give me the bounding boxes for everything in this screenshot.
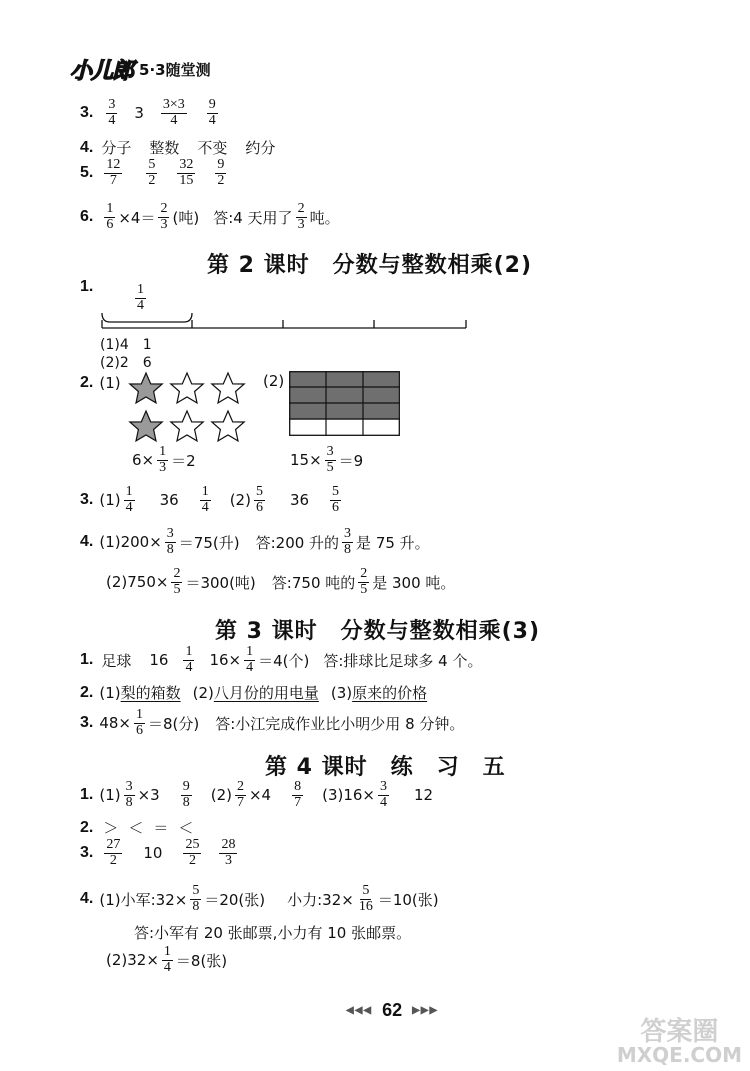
series-name: 5·3随堂测 bbox=[139, 60, 211, 79]
denominator: 8 bbox=[192, 898, 200, 914]
expression: ×3 bbox=[137, 786, 160, 805]
fraction bbox=[146, 158, 157, 188]
fraction bbox=[181, 780, 192, 810]
fraction bbox=[158, 202, 169, 232]
denominator: 4 bbox=[185, 659, 193, 675]
item-number: 6. bbox=[80, 208, 94, 226]
numerator: 3 bbox=[326, 444, 334, 459]
grid-diagram bbox=[289, 371, 400, 436]
denominator: 3 bbox=[160, 216, 168, 232]
expression: (1)小军:32× bbox=[99, 890, 188, 909]
value: 36 bbox=[159, 491, 179, 510]
expression: ＝75(升) bbox=[178, 533, 240, 552]
numerator: 1 bbox=[246, 644, 254, 659]
fraction bbox=[200, 485, 211, 515]
fraction bbox=[244, 645, 255, 675]
numerator: 32 bbox=[179, 157, 194, 172]
answer-row-2-2 bbox=[80, 374, 121, 392]
answer-row-4-4-answer: 答:小军有 20 张邮票,小力有 10 张邮票。 bbox=[134, 924, 412, 942]
answer-text: 答:小江完成作业比小明少用 8 分钟。 bbox=[215, 714, 465, 733]
numerator: 3 bbox=[380, 779, 387, 794]
number-line-answer-1: (1)4 1 bbox=[100, 337, 152, 353]
value: 16 bbox=[149, 651, 169, 670]
answer-row-2-3 bbox=[80, 485, 344, 515]
answer-row-6 bbox=[80, 202, 340, 232]
right-arrows-icon: ▶▶▶ bbox=[412, 1005, 439, 1016]
numerator: 1 bbox=[137, 282, 144, 297]
item-number: 4. bbox=[80, 138, 94, 156]
left-arrows-icon: ◀◀◀ bbox=[346, 1005, 373, 1016]
fraction bbox=[124, 485, 135, 515]
header-logo bbox=[70, 54, 211, 84]
answer-row-4-2 bbox=[80, 817, 193, 838]
item-number: 3. bbox=[80, 714, 94, 732]
denominator: 4 bbox=[163, 959, 171, 975]
answer-row-2-4b bbox=[106, 567, 455, 597]
numerator: 8 bbox=[294, 779, 302, 794]
value: 36 bbox=[289, 491, 310, 510]
numerator: 3 bbox=[344, 526, 352, 541]
numerator: 9 bbox=[182, 779, 190, 794]
denominator: 6 bbox=[106, 216, 114, 232]
numerator: 2 bbox=[160, 201, 168, 216]
answer-word: 整数 bbox=[149, 139, 180, 157]
item-number: 5. bbox=[80, 164, 94, 182]
denominator: 16 bbox=[358, 898, 373, 914]
answer-text: 答:排球比足球多 4 个。 bbox=[323, 651, 483, 670]
answer-row-3 bbox=[80, 98, 221, 128]
expression: 小力:32× bbox=[287, 890, 354, 909]
brand-name: 小儿郎 bbox=[70, 58, 134, 84]
item-number: 1. bbox=[80, 278, 94, 295]
fraction bbox=[104, 838, 122, 868]
expression: ＝300(吨) bbox=[185, 573, 256, 592]
denominator: 8 bbox=[166, 541, 174, 557]
item-number: 4. bbox=[80, 533, 94, 551]
shaded-region bbox=[290, 372, 399, 420]
section-title-lesson-3: 第 3 课时 分数与整数相乘(3) bbox=[215, 619, 541, 644]
numerator: 3 bbox=[166, 526, 174, 541]
expression: ×4 bbox=[248, 786, 272, 805]
denominator: 2 bbox=[188, 852, 196, 868]
denominator: 2 bbox=[109, 852, 117, 868]
page-number: 62 bbox=[382, 1000, 403, 1020]
shaded-star-icon bbox=[130, 373, 162, 403]
fraction bbox=[325, 445, 336, 475]
answer-word: 不变 bbox=[197, 139, 228, 157]
fraction bbox=[219, 838, 237, 868]
numerator: 5 bbox=[362, 883, 370, 898]
numerator: 5 bbox=[192, 883, 200, 898]
numerator: 1 bbox=[125, 484, 133, 499]
answer-row-3-2 bbox=[80, 682, 427, 703]
denominator: 5 bbox=[326, 459, 334, 475]
watermark-url: MXQE.COM bbox=[616, 1043, 742, 1067]
expression: 16× bbox=[209, 651, 242, 670]
comparison-symbol: ＜ bbox=[178, 819, 194, 837]
shaded-star-icon bbox=[130, 411, 162, 441]
expression: 15× bbox=[290, 451, 322, 470]
fraction bbox=[254, 485, 265, 515]
value: 12 bbox=[414, 786, 434, 805]
unit: (吨) bbox=[172, 208, 200, 227]
denominator: 4 bbox=[201, 499, 209, 515]
expression: ＝10(张) bbox=[377, 890, 439, 909]
section-title-lesson-4: 第 4 课时 练 习 五 bbox=[265, 755, 506, 780]
item-number: 3. bbox=[80, 104, 94, 122]
item-number: 3. bbox=[80, 844, 94, 862]
denominator: 8 bbox=[125, 794, 133, 810]
item-number: 1. bbox=[80, 786, 94, 804]
answer-row-3-1 bbox=[80, 645, 483, 675]
expression: ＝8(分) bbox=[148, 714, 200, 733]
numerator: 1 bbox=[136, 707, 143, 722]
numerator: 3 bbox=[125, 779, 133, 794]
fraction bbox=[104, 202, 115, 232]
fraction bbox=[358, 567, 369, 597]
grid-equation bbox=[290, 445, 363, 475]
expression: (1)200× bbox=[99, 533, 162, 552]
answer-row-2-1 bbox=[80, 278, 93, 296]
expression: ＝8(张) bbox=[175, 951, 228, 970]
numerator: 1 bbox=[106, 201, 114, 216]
stars-equation bbox=[132, 445, 196, 475]
comparison-symbol: ＜ bbox=[128, 819, 144, 837]
denominator: 4 bbox=[380, 794, 387, 810]
expression: ×4＝ bbox=[118, 208, 156, 227]
fraction bbox=[106, 98, 117, 128]
part-label: (2) bbox=[229, 491, 251, 510]
star-icon bbox=[171, 411, 203, 441]
answer-text: 是 75 升。 bbox=[356, 533, 430, 552]
comparison-symbol: ＞ bbox=[103, 819, 119, 837]
expression: ＝20(张) bbox=[204, 890, 266, 909]
answer-row-4-1 bbox=[80, 780, 433, 810]
section-title-lesson-2: 第 2 课时 分数与整数相乘(2) bbox=[207, 253, 533, 278]
fraction bbox=[207, 98, 218, 128]
denominator: 6 bbox=[332, 499, 340, 515]
answer-row-4 bbox=[80, 137, 275, 158]
fraction bbox=[235, 780, 246, 810]
numerator: 9 bbox=[208, 97, 216, 112]
item-number: 1. bbox=[80, 651, 94, 669]
denominator: 7 bbox=[109, 172, 117, 188]
denominator: 2 bbox=[217, 172, 225, 188]
denominator: 4 bbox=[208, 112, 216, 128]
numerator: 2 bbox=[297, 201, 305, 216]
underlined-answer: 原来的价格 bbox=[352, 684, 428, 702]
fraction bbox=[124, 780, 135, 810]
fraction bbox=[171, 567, 182, 597]
watermark bbox=[617, 1019, 742, 1065]
answer-text: 是 300 吨。 bbox=[372, 573, 456, 592]
part-label: (2) bbox=[210, 786, 232, 805]
expression: ＝9 bbox=[338, 451, 364, 470]
item-number: 3. bbox=[80, 491, 94, 509]
fraction bbox=[330, 485, 341, 515]
numerator: 9 bbox=[217, 157, 225, 172]
number-line-answer-2: (2)2 6 bbox=[100, 355, 152, 371]
answer-row-4-4b bbox=[106, 945, 227, 975]
part-label: (2) bbox=[192, 683, 214, 702]
denominator: 3 bbox=[297, 216, 305, 232]
expression: ＝2 bbox=[171, 451, 196, 470]
value: 10 bbox=[143, 844, 163, 863]
part-label: (1) bbox=[99, 374, 121, 392]
expression: (2)32× bbox=[106, 951, 159, 970]
numerator: 1 bbox=[185, 644, 193, 659]
fraction bbox=[215, 158, 226, 188]
denominator: 6 bbox=[255, 499, 263, 515]
answer-text: 答:750 吨的 bbox=[271, 573, 356, 592]
denominator: 4 bbox=[137, 297, 144, 313]
stars-diagram bbox=[128, 370, 248, 446]
underlined-answer: 八月份的用电量 bbox=[213, 684, 319, 702]
numerator: 5 bbox=[148, 157, 156, 172]
item-number: 4. bbox=[80, 890, 94, 908]
page-footer bbox=[346, 1000, 438, 1021]
denominator: 4 bbox=[125, 499, 133, 515]
answer-row-3-3 bbox=[80, 708, 464, 738]
answer-row-4-4a bbox=[80, 884, 439, 914]
denominator: 5 bbox=[360, 581, 368, 597]
fraction bbox=[183, 645, 194, 675]
part-label: (1) bbox=[99, 491, 121, 510]
numerator: 2 bbox=[236, 779, 244, 794]
denominator: 3 bbox=[159, 459, 167, 475]
comparison-symbol: ＝ bbox=[153, 819, 169, 837]
denominator: 5 bbox=[173, 581, 181, 597]
fraction bbox=[162, 945, 173, 975]
numerator: 27 bbox=[106, 837, 121, 852]
fraction bbox=[161, 98, 187, 128]
answer-row-5 bbox=[80, 158, 229, 188]
numerator: 1 bbox=[163, 944, 171, 959]
fraction bbox=[190, 884, 201, 914]
numerator: 2 bbox=[360, 566, 368, 581]
watermark-logo: 答案圈 bbox=[640, 1017, 719, 1047]
denominator: 6 bbox=[136, 722, 143, 738]
answer-word: 约分 bbox=[245, 139, 276, 157]
denominator: 8 bbox=[344, 541, 352, 557]
denominator: 2 bbox=[148, 172, 156, 188]
numerator: 3 bbox=[108, 97, 116, 112]
fraction bbox=[104, 158, 122, 188]
fraction bbox=[165, 527, 176, 557]
item-number: 2. bbox=[80, 683, 94, 701]
answer-word: 分子 bbox=[101, 139, 132, 157]
numerator: 1 bbox=[201, 484, 209, 499]
fraction bbox=[296, 202, 307, 232]
answer-row-2-4a bbox=[80, 527, 430, 557]
expression: ＝4(个) bbox=[258, 651, 310, 670]
answer-row-4-3 bbox=[80, 838, 240, 868]
fraction bbox=[183, 838, 201, 868]
fraction bbox=[134, 708, 145, 738]
denominator: 15 bbox=[179, 172, 194, 188]
denominator: 4 bbox=[108, 112, 116, 128]
numerator: 28 bbox=[221, 837, 236, 852]
answer-text: 答:200 升的 bbox=[255, 533, 340, 552]
fraction bbox=[292, 780, 303, 810]
answer-word: 足球 bbox=[101, 651, 132, 670]
expression: (2)750× bbox=[106, 573, 169, 592]
part-label: (1) bbox=[99, 786, 121, 805]
numerator: 3×3 bbox=[162, 97, 185, 112]
underlined-answer: 梨的箱数 bbox=[120, 684, 181, 702]
star-icon bbox=[171, 373, 203, 403]
denominator: 4 bbox=[246, 659, 254, 675]
answer-text: 答:4 天用了 bbox=[213, 208, 293, 227]
numerator: 5 bbox=[332, 484, 340, 499]
number-line-diagram bbox=[96, 308, 476, 332]
expression: (3)16× bbox=[322, 786, 375, 805]
fraction bbox=[378, 780, 389, 810]
fraction bbox=[357, 884, 375, 914]
segment-brace bbox=[102, 313, 192, 322]
denominator: 7 bbox=[294, 794, 302, 810]
item-number: 2. bbox=[80, 374, 94, 391]
part-label: (1) bbox=[99, 683, 121, 702]
numerator: 5 bbox=[255, 484, 263, 499]
denominator: 4 bbox=[170, 112, 178, 128]
answer-text: 吨。 bbox=[309, 208, 340, 227]
denominator: 3 bbox=[224, 852, 232, 868]
fraction bbox=[157, 445, 168, 475]
numerator: 2 bbox=[173, 566, 181, 581]
fraction bbox=[177, 158, 195, 188]
denominator: 7 bbox=[236, 794, 244, 810]
fraction bbox=[342, 527, 353, 557]
numerator: 25 bbox=[185, 837, 200, 852]
item-number: 2. bbox=[80, 818, 94, 836]
value: 3 bbox=[134, 104, 144, 123]
numerator: 1 bbox=[159, 444, 167, 459]
expression: 6× bbox=[132, 451, 155, 470]
denominator: 8 bbox=[182, 794, 190, 810]
star-icon bbox=[212, 411, 244, 441]
numerator: 12 bbox=[106, 157, 121, 172]
part-2-label: (2) bbox=[263, 372, 285, 390]
part-label: (3) bbox=[330, 683, 353, 702]
expression: 48× bbox=[99, 714, 131, 733]
star-icon bbox=[212, 373, 244, 403]
